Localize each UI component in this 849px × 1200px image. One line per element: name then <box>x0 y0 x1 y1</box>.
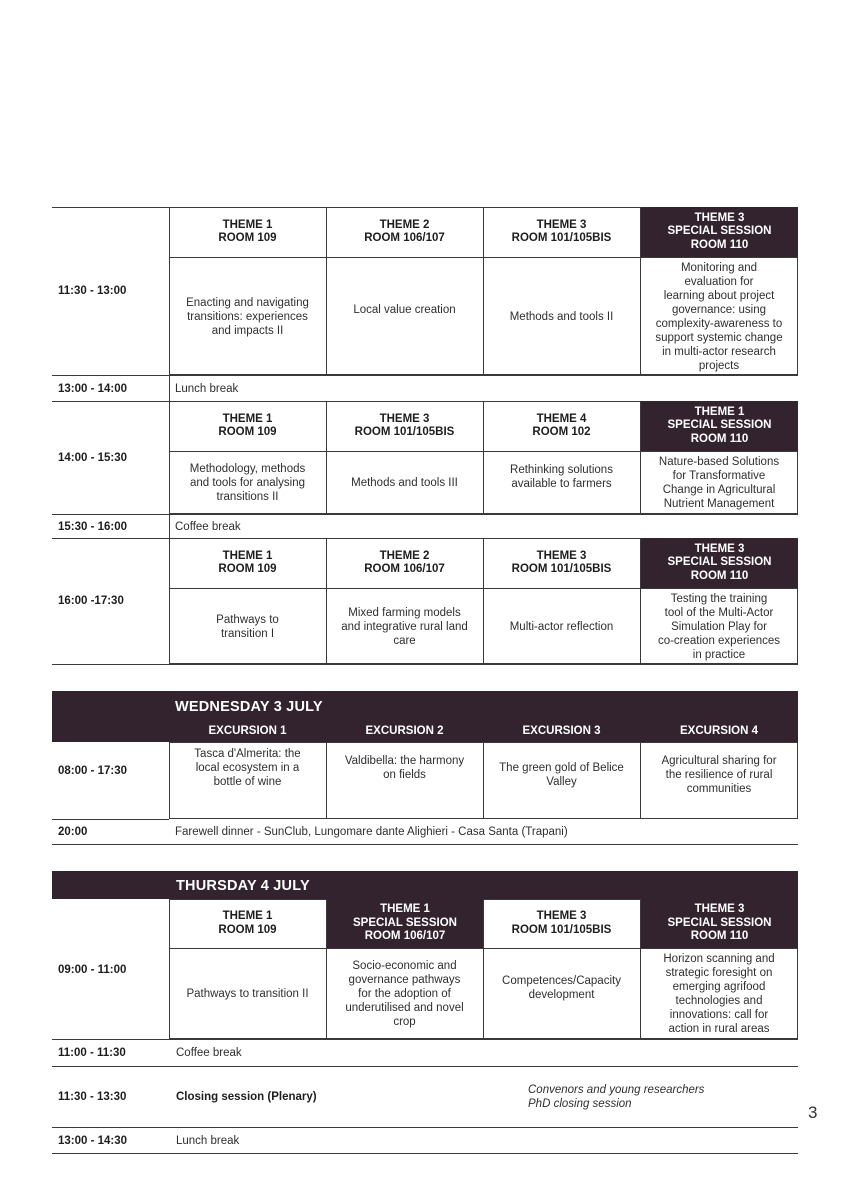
room-label: ROOM 106/107 <box>364 563 445 575</box>
theme-label: THEME 1 <box>380 903 430 916</box>
excursion-title: Agricultural sharing for the resilience of rural communities <box>661 755 777 795</box>
theme-header <box>483 401 640 451</box>
theme-header <box>169 899 326 948</box>
theme-label: THEME 2 <box>379 549 430 562</box>
room-label: ROOM 110 <box>690 930 749 943</box>
special-session-header <box>327 899 483 948</box>
divider <box>52 819 169 820</box>
excursion-header: EXCURSION 1 <box>208 725 287 737</box>
room-label: ROOM 101/105BIS <box>511 563 612 575</box>
session-title: Pathways to transition I <box>216 613 279 640</box>
time-slot: 08:00 - 17:30 <box>58 764 128 777</box>
special-session-label: SPECIAL SESSION <box>667 916 772 929</box>
excursion-header: EXCURSION 4 <box>680 725 758 737</box>
break-label: Coffee break <box>176 1047 242 1059</box>
excursion-header: EXCURSION 2 <box>365 725 444 737</box>
room-label: ROOM 110 <box>690 569 749 582</box>
theme-header <box>483 538 640 588</box>
closing-note-line1: Convenors and young researchers <box>528 1084 705 1096</box>
break-label: Lunch break <box>176 1135 240 1147</box>
theme-label: THEME 3 <box>379 412 430 425</box>
room-label: ROOM 101/105BIS <box>511 232 612 244</box>
theme-label: THEME 3 <box>536 910 587 922</box>
theme-label: THEME 1 <box>222 412 273 425</box>
excursion-header: EXCURSION 3 <box>522 725 601 737</box>
theme-label: THEME 1 <box>222 549 273 562</box>
session-title: Methods and tools II <box>509 310 614 323</box>
theme-header <box>483 899 640 948</box>
session-title: Monitoring and evaluation for learning about project governance: using complexity-awareness to support systemic change in multi-actor research projects <box>655 261 783 372</box>
time-slot: 20:00 <box>58 826 88 838</box>
break-label: Coffee break <box>175 520 241 533</box>
divider <box>52 1127 798 1128</box>
day-title: WEDNESDAY 3 JULY <box>175 699 323 715</box>
excursion-title: Valdibella: the harmony on fields <box>344 755 465 781</box>
room-label: ROOM 106/107 <box>364 232 445 244</box>
divider <box>52 1066 798 1067</box>
room-label: ROOM 101/105BIS <box>354 426 455 438</box>
theme-label: THEME 3 <box>694 903 745 916</box>
session-title: Testing the training tool of the Multi-Actor Simulation Play for co-creation experiences in practice <box>657 592 781 661</box>
closing-note-line2: PhD closing session <box>528 1098 632 1110</box>
session-title: Methodology, methods and tools for analysing transitions II <box>189 463 306 503</box>
room-label: ROOM 109 <box>218 923 277 936</box>
special-session-header <box>641 899 798 948</box>
special-session-label: SPECIAL SESSION <box>667 419 772 432</box>
theme-label: THEME 3 <box>694 542 745 555</box>
room-label: ROOM 110 <box>690 238 749 251</box>
theme-label: THEME 3 <box>536 549 587 562</box>
page-number: 3 <box>808 1103 818 1122</box>
session-title: Competences/Capacity development <box>502 975 621 1001</box>
session-title: Enacting and navigating transitions: experiences and impacts II <box>186 296 309 337</box>
divider <box>52 664 798 665</box>
excursion-title: The green gold of Belice Valley <box>499 761 624 788</box>
theme-header <box>326 207 483 257</box>
session-title: Multi-actor reflection <box>509 620 614 633</box>
excursion-title: Tasca d'Almerita: the local ecosystem in a bottle of wine <box>194 748 301 788</box>
special-session-header <box>641 538 798 588</box>
special-session-label: SPECIAL SESSION <box>353 916 457 929</box>
special-session-header <box>641 207 798 257</box>
session-title: Local value creation <box>353 304 456 316</box>
theme-label: THEME 1 <box>222 910 273 922</box>
time-slot: 16:00 -17:30 <box>58 595 124 607</box>
day-title: THURSDAY 4 JULY <box>176 878 310 894</box>
room-label: ROOM 106/107 <box>364 930 446 943</box>
room-label: ROOM 102 <box>532 426 591 438</box>
theme-label: THEME 4 <box>536 412 587 425</box>
special-session-header <box>641 401 798 451</box>
theme-header <box>169 538 326 588</box>
time-slot: 11:00 - 11:30 <box>58 1047 126 1059</box>
theme-header <box>326 401 483 451</box>
time-slot: 13:00 - 14:30 <box>58 1135 128 1147</box>
time-slot: 11:30 - 13:00 <box>58 285 127 297</box>
closing-session-label: Closing session (Plenary) <box>176 1091 317 1103</box>
theme-header <box>483 207 640 257</box>
dinner-label: Farewell dinner - SunClub, Lungomare dante Alighieri - Casa Santa (Trapani) <box>175 826 568 838</box>
theme-label: THEME 1 <box>222 218 273 231</box>
room-label: ROOM 109 <box>218 426 277 438</box>
session-title: Rethinking solutions available to farmers <box>510 464 613 490</box>
session-title: Methods and tools III <box>351 477 458 489</box>
time-slot: 09:00 - 11:00 <box>58 964 127 976</box>
room-label: ROOM 109 <box>218 232 277 244</box>
special-session-label: SPECIAL SESSION <box>667 225 772 238</box>
room-label: ROOM 110 <box>690 432 749 445</box>
divider <box>52 844 798 845</box>
session-title: Nature-based Solutions for Transformative Change in Agricultural Nutrient Management <box>658 456 780 510</box>
theme-header <box>169 401 326 451</box>
time-slot: 14:00 - 15:30 <box>58 451 128 464</box>
special-session-label: SPECIAL SESSION <box>667 556 772 569</box>
theme-label: THEME 3 <box>536 218 587 231</box>
theme-label: THEME 1 <box>694 405 745 418</box>
time-slot: 15:30 - 16:00 <box>58 520 128 533</box>
session-title: Socio-economic and governance pathways for the adoption of underutilised and novel crop <box>345 960 464 1028</box>
session-title: Horizon scanning and strategic foresight on emerging agrifood technologies and innovations: call for action in rural areas <box>663 953 775 1035</box>
theme-header <box>169 207 326 257</box>
time-slot: 11:30 - 13:30 <box>58 1091 127 1103</box>
theme-label: THEME 3 <box>694 211 745 224</box>
room-label: ROOM 101/105BIS <box>511 923 612 936</box>
session-title: Mixed farming models and integrative rural land care <box>341 606 468 647</box>
time-slot: 13:00 - 14:00 <box>58 382 128 395</box>
room-label: ROOM 109 <box>218 563 277 575</box>
theme-label: THEME 2 <box>379 218 430 231</box>
theme-header <box>326 538 483 588</box>
session-title: Pathways to transition II <box>186 988 309 1000</box>
break-label: Lunch break <box>175 382 239 395</box>
divider <box>52 1153 798 1154</box>
